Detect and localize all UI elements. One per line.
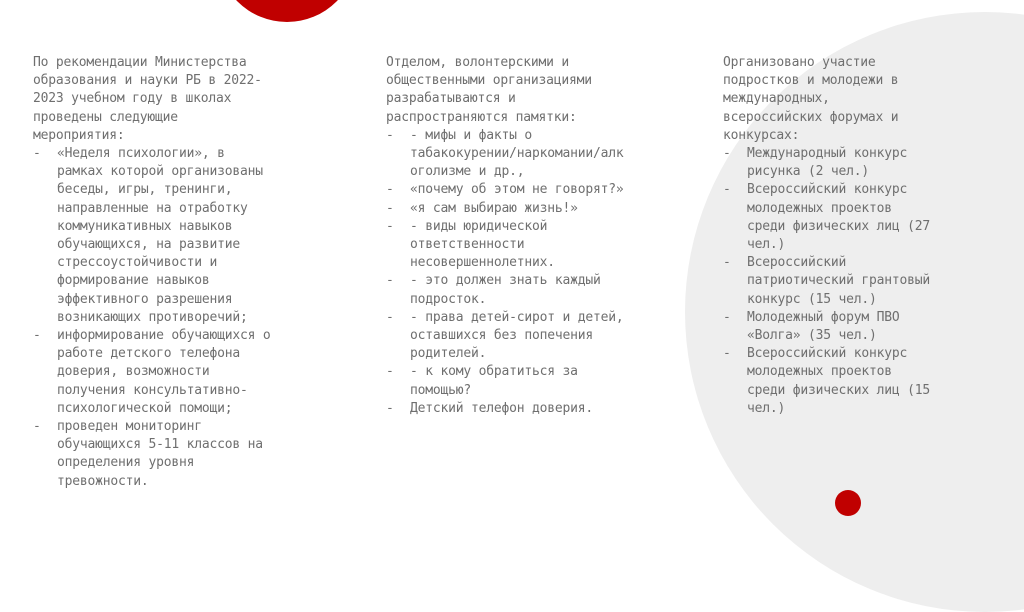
column-intro: Отделом, волонтерскими и общественными организациями разрабатываются и распространяются памятки: — [386, 55, 592, 125]
column-ministry-recommendations — [33, 54, 358, 491]
contest-list — [723, 145, 1013, 418]
list-item: - «почему об этом не говорят?» — [386, 181, 701, 199]
list-item: - - виды юридической ответственности несовершеннолетних. — [386, 218, 701, 273]
column-memos — [386, 54, 701, 418]
list-item: - Молодежный форум ПВО «Волга» (35 чел.) — [723, 309, 1013, 345]
list-item: - проведен мониторинг обучающихся 5-11 классов на определения уровня тревожности. — [33, 418, 358, 491]
list-item: - «Неделя психологии», в рамках которой организованы беседы, игры, тренинги, направленные на отработку коммуникативных навыков обучающихся, на развитие стрессоустойчивости и формирование навыков эффективного разрешения возникающих противоречий; — [33, 145, 358, 327]
memo-list — [386, 127, 701, 418]
list-item: - «я сам выбираю жизнь!» — [386, 200, 701, 218]
decorative-red-dot — [835, 490, 861, 516]
event-list — [33, 145, 358, 491]
list-item: - Всероссийский патриотический грантовый конкурс (15 чел.) — [723, 254, 1013, 309]
list-item: - - к кому обратиться за помощью? — [386, 363, 701, 399]
list-item: - Детский телефон доверия. — [386, 400, 701, 418]
list-item: - Всероссийский конкурс молодежных проектов среди физических лиц (15 чел.) — [723, 345, 1013, 418]
list-item: - - мифы и факты о табакокурении/наркомании/алк оголизме и др., — [386, 127, 701, 182]
list-item: - Международный конкурс рисунка (2 чел.) — [723, 145, 1013, 181]
column-intro: По рекомендации Министерства образования и науки РБ в 2022- 2023 учебном году в школах проведены следующие мероприятия: — [33, 55, 262, 143]
list-item: - - это должен знать каждый подросток. — [386, 272, 701, 308]
list-item: - Всероссийский конкурс молодежных проектов среди физических лиц (27 чел.) — [723, 181, 1013, 254]
list-item: - информирование обучающихся о работе детского телефона доверия, возможности получения консультативно- психологической помощи; — [33, 327, 358, 418]
decorative-red-circle — [217, 0, 357, 22]
list-item: - - права детей-сирот и детей, оставшихся без попечения родителей. — [386, 309, 701, 364]
column-intro: Организовано участие подростков и молодежи в международных, всероссийских форумах и конкурсах: — [723, 55, 899, 143]
column-forums-contests — [723, 54, 1013, 418]
